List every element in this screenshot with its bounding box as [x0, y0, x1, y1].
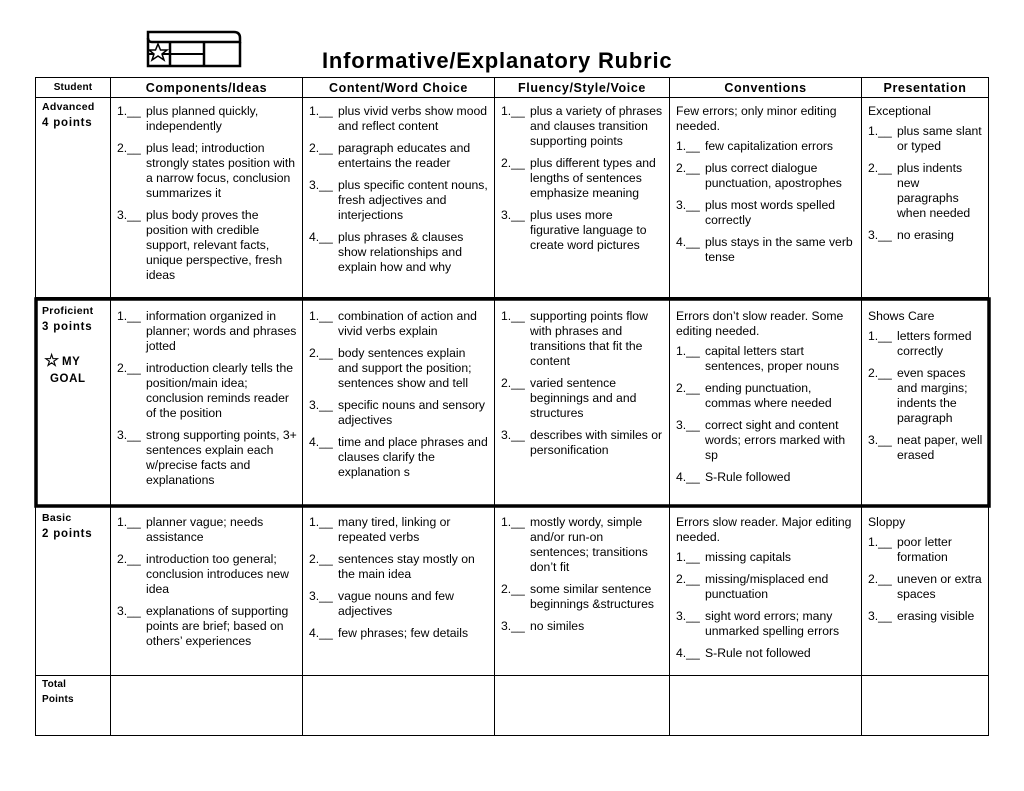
criterion-number: 2.__ — [501, 156, 525, 170]
criterion-number: 3.__ — [676, 198, 700, 212]
criterion-text: no erasing — [897, 228, 954, 242]
criterion-item — [117, 208, 297, 283]
criterion-number: 3.__ — [309, 178, 333, 192]
criterion-number: 2.__ — [676, 381, 700, 395]
criterion-item — [309, 552, 489, 582]
criterion-number: 1.__ — [309, 309, 333, 323]
criterion-number: 1.__ — [676, 550, 700, 564]
header-content: Content/Word Choice — [329, 81, 468, 95]
cell-intro: Shows Care — [868, 309, 935, 323]
criterion-item — [676, 609, 856, 639]
criterion-text: S-Rule not followed — [705, 646, 811, 660]
criterion-number: 2.__ — [676, 161, 700, 175]
book-star-logo-icon — [142, 28, 242, 70]
cell-presentation-advanced — [868, 104, 984, 250]
criterion-number: 1.__ — [501, 309, 525, 323]
criterion-item — [309, 435, 489, 480]
criterion-item — [868, 433, 984, 463]
criterion-text: plus planned quickly, independently — [146, 104, 259, 133]
criterion-item — [117, 428, 297, 488]
criterion-text: many tired, linking or repeated verbs — [338, 515, 451, 544]
criterion-number: 1.__ — [868, 329, 892, 343]
criterion-text: plus indents new paragraphs when needed — [897, 161, 971, 220]
criterion-text: mostly wordy, simple and/or run-on sentences; transitions don’t fit — [530, 515, 648, 574]
level-name: Advanced — [42, 101, 95, 113]
criterion-number: 3.__ — [501, 428, 525, 442]
criterion-text: plus a variety of phrases and clauses transition supporting points — [530, 104, 663, 148]
criterion-item — [501, 582, 664, 612]
criterion-number: 4.__ — [676, 235, 700, 249]
criterion-item — [501, 619, 664, 634]
criterion-number: 3.__ — [117, 604, 141, 618]
cell-conventions-advanced — [676, 104, 856, 272]
cell-fluency-basic — [501, 515, 664, 641]
criterion-item — [868, 228, 984, 243]
criterion-number: 1.__ — [117, 515, 141, 529]
criterion-number: 3.__ — [868, 433, 892, 447]
criterion-text: plus phrases & clauses show relationships and explain how and why — [338, 230, 464, 274]
level-points: 2 points — [42, 528, 93, 540]
criterion-item — [501, 515, 664, 575]
criterion-item — [676, 381, 856, 411]
criterion-item — [309, 589, 489, 619]
criterion-item — [309, 104, 489, 134]
criterion-item — [309, 230, 489, 275]
criterion-number: 3.__ — [676, 609, 700, 623]
criterion-item — [117, 604, 297, 649]
cell-content-advanced — [309, 104, 489, 282]
header-conventions: Conventions — [724, 81, 807, 95]
criterion-number: 2.__ — [309, 141, 333, 155]
criterion-text: plus correct dialogue punctuation, apostrophes — [705, 161, 842, 190]
criterion-text: plus most words spelled correctly — [705, 198, 836, 227]
criterion-item — [868, 124, 984, 154]
criterion-number: 2.__ — [868, 572, 892, 586]
criterion-item — [309, 346, 489, 391]
criterion-text: varied sentence beginnings and and structures — [530, 376, 637, 420]
level-points: 4 points — [42, 117, 93, 129]
my-goal-label — [44, 351, 104, 393]
criterion-text: vague nouns and few adjectives — [338, 589, 454, 618]
criterion-number: 1.__ — [868, 535, 892, 549]
header-presentation: Presentation — [883, 81, 967, 95]
my-goal-text-1: MY — [62, 356, 81, 368]
criterion-number: 3.__ — [868, 609, 892, 623]
criterion-text: plus vivid verbs show mood and reflect content — [338, 104, 488, 133]
criterion-number: 1.__ — [309, 515, 333, 529]
total-points-label — [42, 677, 74, 707]
criterion-number: 2.__ — [309, 346, 333, 360]
cell-intro: Exceptional — [868, 104, 932, 118]
criterion-item — [676, 470, 856, 485]
criterion-number: 2.__ — [117, 141, 141, 155]
criterion-number: 3.__ — [501, 619, 525, 633]
cell-presentation-basic — [868, 515, 984, 631]
criterion-text: erasing visible — [897, 609, 975, 623]
criterion-number: 4.__ — [309, 230, 333, 244]
level-advanced — [42, 99, 95, 131]
total-label-line-1: Total — [42, 679, 67, 690]
criterion-item — [501, 428, 664, 458]
criterion-text: strong supporting points, 3+ sentences explain each w/precise facts and explanations — [146, 428, 297, 487]
criterion-text: plus different types and lengths of sentences emphasize meaning — [530, 156, 656, 200]
criterion-text: sight word errors; many unmarked spelling errors — [705, 609, 840, 638]
criterion-number: 3.__ — [676, 418, 700, 432]
my-goal-text-2: GOAL — [50, 373, 86, 385]
criterion-item — [501, 376, 664, 421]
criterion-item — [117, 309, 297, 354]
criterion-text: no similes — [530, 619, 585, 633]
criterion-item — [309, 515, 489, 545]
header-fluency: Fluency/Style/Voice — [518, 81, 646, 95]
criterion-number: 1.__ — [117, 104, 141, 118]
criterion-text: even spaces and margins; indents the paragraph — [897, 366, 968, 425]
criterion-text: poor letter formation — [897, 535, 952, 564]
cell-conventions-proficient — [676, 309, 856, 492]
criterion-text: introduction too general; conclusion introduces new idea — [146, 552, 289, 596]
criterion-text: few capitalization errors — [705, 139, 834, 153]
criterion-number: 2.__ — [117, 552, 141, 566]
criterion-number: 2.__ — [501, 582, 525, 596]
criterion-number: 3.__ — [117, 428, 141, 442]
criterion-number: 3.__ — [309, 398, 333, 412]
cell-content-proficient — [309, 309, 489, 487]
criterion-number: 2.__ — [309, 552, 333, 566]
star-icon: ☆ — [44, 351, 60, 370]
criterion-text: specific nouns and sensory adjectives — [338, 398, 486, 427]
criterion-text: missing capitals — [705, 550, 792, 564]
criterion-item — [676, 198, 856, 228]
criterion-item — [676, 418, 856, 463]
criterion-number: 2.__ — [501, 376, 525, 390]
cell-intro: Few errors; only minor editing needed. — [676, 104, 837, 133]
criterion-item — [309, 626, 489, 641]
page-title: Informative/Explanatory Rubric — [322, 48, 673, 73]
criterion-item — [117, 515, 297, 545]
criterion-item — [676, 646, 856, 661]
criterion-number: 3.__ — [117, 208, 141, 222]
criterion-item — [676, 550, 856, 565]
criterion-text: missing/misplaced end punctuation — [705, 572, 829, 601]
cell-components-advanced — [117, 104, 297, 290]
criterion-item — [868, 329, 984, 359]
criterion-number: 3.__ — [501, 208, 525, 222]
criterion-item — [309, 398, 489, 428]
criterion-item — [501, 208, 664, 253]
cell-fluency-proficient — [501, 309, 664, 465]
criterion-text: letters formed correctly — [897, 329, 972, 358]
criterion-text: capital letters start sentences, proper nouns — [705, 344, 840, 373]
level-points: 3 points — [42, 321, 93, 333]
criterion-text: body sentences explain and support the position; sentences show and tell — [338, 346, 472, 390]
criterion-item — [501, 156, 664, 201]
criterion-item — [868, 609, 984, 624]
cell-intro: Errors slow reader. Major editing needed. — [676, 515, 852, 544]
criterion-number: 4.__ — [676, 470, 700, 484]
criterion-number: 1.__ — [501, 104, 525, 118]
cell-components-proficient — [117, 309, 297, 495]
criterion-text: sentences stay mostly on the main idea — [338, 552, 475, 581]
cell-conventions-basic — [676, 515, 856, 668]
criterion-number: 4.__ — [309, 626, 333, 640]
criterion-text: planner vague; needs assistance — [146, 515, 264, 544]
criterion-text: correct sight and content words; errors marked with sp — [705, 418, 846, 462]
criterion-item — [676, 161, 856, 191]
criterion-item — [676, 572, 856, 602]
level-name: Basic — [42, 512, 72, 524]
criterion-number: 4.__ — [309, 435, 333, 449]
cell-intro: Errors don’t slow reader. Some editing needed. — [676, 309, 844, 338]
criterion-number: 4.__ — [676, 646, 700, 660]
criterion-number: 1.__ — [676, 139, 700, 153]
criterion-number: 1.__ — [309, 104, 333, 118]
criterion-text: combination of action and vivid verbs explain — [338, 309, 477, 338]
criterion-item — [309, 178, 489, 223]
criterion-text: few phrases; few details — [338, 626, 469, 640]
criterion-number: 2.__ — [868, 366, 892, 380]
criterion-item — [309, 141, 489, 171]
criterion-text: S-Rule followed — [705, 470, 791, 484]
criterion-text: introduction clearly tells the position/main idea; conclusion reminds reader of the position — [146, 361, 293, 420]
criterion-number: 3.__ — [868, 228, 892, 242]
header-student: Student — [53, 82, 93, 93]
criterion-item — [868, 572, 984, 602]
criterion-text: plus uses more figurative language to create word pictures — [530, 208, 647, 252]
level-basic — [42, 510, 93, 542]
criterion-number: 3.__ — [309, 589, 333, 603]
criterion-text: describes with similes or personification — [530, 428, 663, 457]
criterion-text: some similar sentence beginnings &structures — [530, 582, 654, 611]
criterion-number: 1.__ — [676, 344, 700, 358]
criterion-text: explanations of supporting points are brief; based on others’ experiences — [146, 604, 289, 648]
criterion-text: supporting points flow with phrases and transitions that fit the content — [530, 309, 648, 368]
level-proficient — [42, 303, 93, 335]
criterion-number: 2.__ — [676, 572, 700, 586]
criterion-text: ending punctuation, commas where needed — [705, 381, 832, 410]
criterion-item — [501, 104, 664, 149]
header-components: Components/Ideas — [145, 81, 268, 95]
criterion-item — [676, 235, 856, 265]
criterion-item — [676, 344, 856, 374]
criterion-item — [868, 161, 984, 221]
cell-fluency-advanced — [501, 104, 664, 260]
criterion-item — [868, 366, 984, 426]
total-label-line-2: Points — [42, 694, 74, 705]
criterion-item — [117, 141, 297, 201]
criterion-number: 2.__ — [117, 361, 141, 375]
criterion-item — [117, 552, 297, 597]
criterion-text: plus specific content nouns, fresh adjectives and interjections — [338, 178, 488, 222]
cell-presentation-proficient — [868, 309, 984, 470]
level-name: Proficient — [42, 305, 94, 317]
criterion-text: time and place phrases and clauses clarify the explanation s — [338, 435, 488, 479]
criterion-item — [868, 535, 984, 565]
criterion-item — [676, 139, 856, 154]
criterion-text: uneven or extra spaces — [897, 572, 982, 601]
criterion-item — [117, 104, 297, 134]
criterion-text: neat paper, well erased — [897, 433, 983, 462]
criterion-text: plus same slant or typed — [897, 124, 982, 153]
criterion-text: plus stays in the same verb tense — [705, 235, 853, 264]
criterion-item — [117, 361, 297, 421]
criterion-number: 1.__ — [117, 309, 141, 323]
cell-content-basic — [309, 515, 489, 648]
criterion-text: paragraph educates and entertains the reader — [338, 141, 471, 170]
criterion-item — [501, 309, 664, 369]
criterion-number: 2.__ — [868, 161, 892, 175]
criterion-item — [309, 309, 489, 339]
criterion-text: plus body proves the position with credible support, relevant facts, unique perspective, fresh ideas — [146, 208, 283, 282]
criterion-text: information organized in planner; words and phrases jotted — [146, 309, 297, 353]
cell-intro: Sloppy — [868, 515, 906, 529]
cell-components-basic — [117, 515, 297, 656]
criterion-text: plus lead; introduction strongly states position with a narrow focus, conclusion summarizes it — [146, 141, 296, 200]
criterion-number: 1.__ — [501, 515, 525, 529]
criterion-number: 1.__ — [868, 124, 892, 138]
